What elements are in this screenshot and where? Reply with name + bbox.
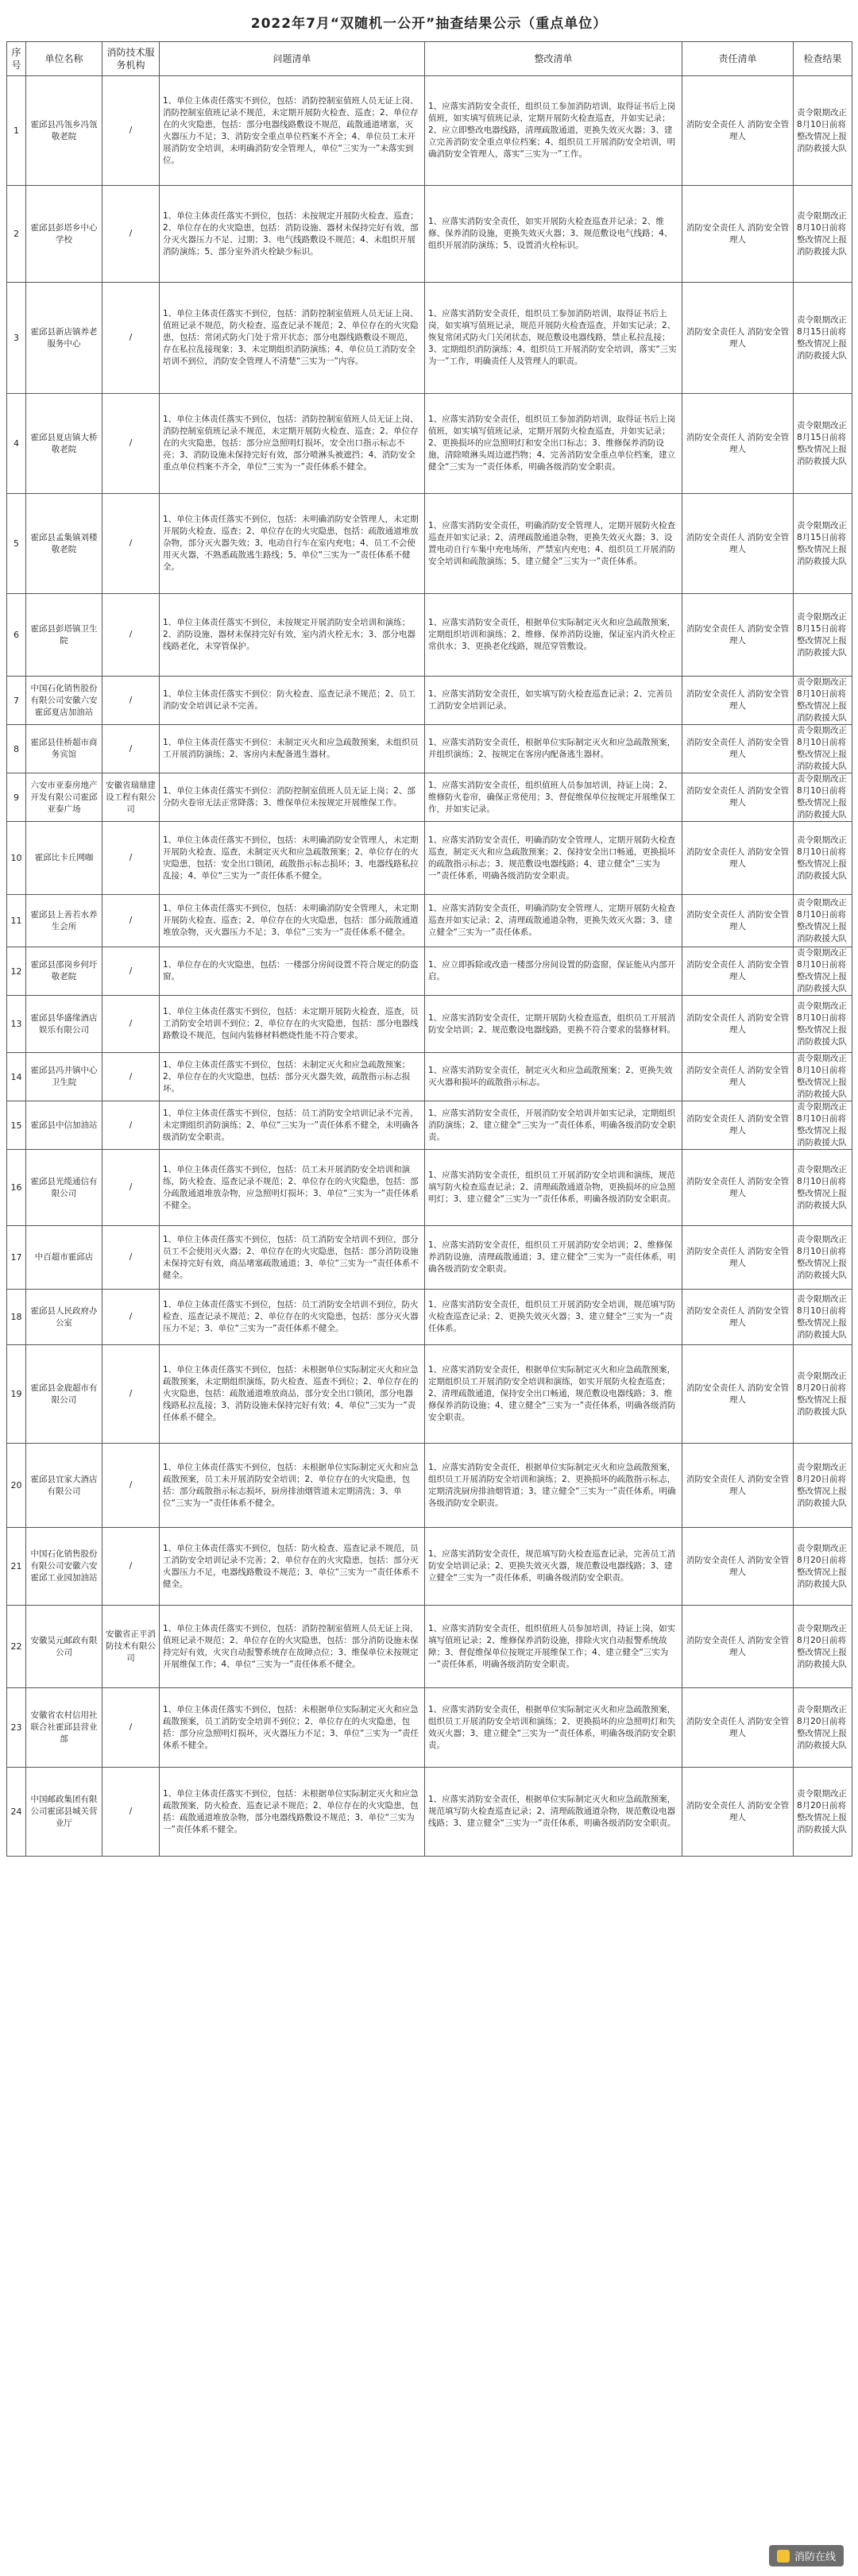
row-number: 1: [7, 76, 26, 186]
row-duty: 消防安全责任人 消防安全管理人: [682, 1768, 794, 1857]
table-row: [7, 1053, 852, 1101]
row-number: 13: [7, 996, 26, 1053]
row-result: 责令限期改正8月10日前将整改情况上报消防救援大队: [794, 1226, 852, 1290]
row-unit-name: 霍邱县佳桥超市商务宾馆: [26, 725, 102, 773]
row-unit-name: 中百超市霍邱店: [26, 1226, 102, 1290]
row-number: 7: [7, 677, 26, 725]
watermark-badge: [769, 2545, 844, 2566]
row-number: 23: [7, 1688, 26, 1768]
row-agency: /: [102, 1226, 160, 1290]
table-row: [7, 186, 852, 283]
row-duty: 消防安全责任人 消防安全管理人: [682, 186, 794, 283]
table-row: [7, 1688, 852, 1768]
table-row: [7, 1290, 852, 1345]
row-duty: 消防安全责任人 消防安全管理人: [682, 822, 794, 895]
row-result: 责令限期改正8月20日前将整改情况上报消防救援大队: [794, 1528, 852, 1606]
row-duty: 消防安全责任人 消防安全管理人: [682, 283, 794, 394]
row-agency: /: [102, 1528, 160, 1606]
row-rectify: 1、应落实消防安全责任，根据单位实际制定灭火和应急疏散预案，定期组织培训和演练；2、维修、保养消防设施，保证室内消火栓正常供水；3、更换老化线路，规范穿管敷设。: [425, 594, 682, 677]
row-duty: 消防安全责任人 消防安全管理人: [682, 594, 794, 677]
row-agency: /: [102, 1101, 160, 1150]
table-row: [7, 947, 852, 996]
row-result: 责令限期改正8月10日前将整改情况上报消防救援大队: [794, 725, 852, 773]
table-row: [7, 1345, 852, 1444]
row-result: 责令限期改正8月20日前将整改情况上报消防救援大队: [794, 1768, 852, 1857]
header-unit-name: 单位名称: [26, 42, 102, 76]
table-body: [7, 76, 852, 1857]
row-problems: 1、单位存在的火灾隐患，包括：一楼部分房间设置不符合规定的防盗窗。: [160, 947, 425, 996]
row-duty: 消防安全责任人 消防安全管理人: [682, 1101, 794, 1150]
row-number: 20: [7, 1444, 26, 1528]
row-duty: 消防安全责任人 消防安全管理人: [682, 1053, 794, 1101]
row-result: 责令限期改正8月20日前将整改情况上报消防救援大队: [794, 1444, 852, 1528]
row-rectify: 1、应落实消防安全责任，制定灭火和应急疏散预案；2、更换失效灭火器和损坏的疏散指示标志。: [425, 1053, 682, 1101]
row-duty: 消防安全责任人 消防安全管理人: [682, 76, 794, 186]
row-problems: 1、单位主体责任落实不到位：消防控制室值班人员无证上岗；2、部分防火卷帘无法正常降落；3、维保单位未按规定开展维保工作。: [160, 773, 425, 822]
row-rectify: 1、应落实消防安全责任，组织员工开展消防安全培训和演练，规范填写防火检查巡查记录；2、清理疏散通道杂物，更换损坏的应急照明灯；3、建立健全“三实为一”责任体系，明确各级消防安全职责。: [425, 1150, 682, 1226]
row-duty: 消防安全责任人 消防安全管理人: [682, 1226, 794, 1290]
table-row: [7, 1606, 852, 1688]
row-number: 12: [7, 947, 26, 996]
table-header-row: [7, 42, 852, 76]
row-agency: /: [102, 76, 160, 186]
row-duty: 消防安全责任人 消防安全管理人: [682, 1345, 794, 1444]
row-duty: 消防安全责任人 消防安全管理人: [682, 1150, 794, 1226]
row-duty: 消防安全责任人 消防安全管理人: [682, 947, 794, 996]
table-row: [7, 1444, 852, 1528]
row-unit-name: 霍邱县华盛缘酒店娱乐有限公司: [26, 996, 102, 1053]
header-duty: 责任清单: [682, 42, 794, 76]
row-unit-name: 霍邱县光缆通信有限公司: [26, 1150, 102, 1226]
row-agency: /: [102, 1768, 160, 1857]
row-number: 14: [7, 1053, 26, 1101]
row-number: 17: [7, 1226, 26, 1290]
header-result: 检查结果: [794, 42, 852, 76]
row-unit-name: 霍邱县宜家大酒店有限公司: [26, 1444, 102, 1528]
row-unit-name: 霍邱县彭塔镇卫生院: [26, 594, 102, 677]
row-result: 责令限期改正8月20日前将整改情况上报消防救援大队: [794, 1688, 852, 1768]
row-result: 责令限期改正8月15日前将整改情况上报消防救援大队: [794, 394, 852, 494]
row-problems: 1、单位主体责任落实不到位，未按规定开展消防安全培训和演练；2、消防设施、器材未保持完好有效，室内消火栓无水；3、部分电器线路老化，未穿管保护。: [160, 594, 425, 677]
row-result: 责令限期改正8月10日前将整改情况上报消防救援大队: [794, 773, 852, 822]
row-result: 责令限期改正8月10日前将整改情况上报消防救援大队: [794, 996, 852, 1053]
watermark-text: 消防在线: [794, 2551, 836, 2563]
row-agency: /: [102, 594, 160, 677]
table-row: [7, 1101, 852, 1150]
table-row: [7, 677, 852, 725]
row-unit-name: 霍邱县孟集镇刘楼敬老院: [26, 494, 102, 594]
row-problems: 1、单位主体责任落实不到位，包括：未根据单位实际制定灭火和应急疏散预案，防火检查、巡查记录不规范；2、单位存在的火灾隐患，包括：疏散通道堆放杂物，部分电器线路敷设不规范；3、单位“三实为一”责任体系不健全。: [160, 1768, 425, 1857]
row-agency: /: [102, 186, 160, 283]
row-agency: /: [102, 725, 160, 773]
row-duty: 消防安全责任人 消防安全管理人: [682, 725, 794, 773]
row-problems: 1、单位主体责任落实不到位，包括：未按规定开展防火检查、巡查；2、单位存在的火灾隐患，包括：消防设施、器材未保持完好有效，部分灭火器压力不足、过期；3、电气线路敷设不规范；4、未组织开展消防演练；5、部分室外消火栓缺少标识。: [160, 186, 425, 283]
row-number: 15: [7, 1101, 26, 1150]
row-rectify: 1、应落实消防安全责任，组织值班人员参加培训，持证上岗，如实填写值班记录；2、维修保养消防设施，排除火灾自动报警系统故障；3、督促维保单位按规定开展维保工作；4、建立健全“三实为一”责任体系，明确各级消防安全职责。: [425, 1606, 682, 1688]
row-duty: 消防安全责任人 消防安全管理人: [682, 1688, 794, 1768]
row-duty: 消防安全责任人 消防安全管理人: [682, 494, 794, 594]
row-result: 责令限期改正8月10日前将整改情况上报消防救援大队: [794, 895, 852, 947]
row-result: 责令限期改正8月10日前将整改情况上报消防救援大队: [794, 677, 852, 725]
row-rectify: 1、应落实消防安全责任，根据单位实际制定灭火和应急疏散预案，定期组织员工开展消防安全培训和演练，如实开展防火检查巡查；2、清理疏散通道，保持安全出口畅通，规范敷设电器线路；3、维修保养消防设施；4、建立健全“三实为一”责任体系，明确各级消防安全职责。: [425, 1345, 682, 1444]
row-rectify: 1、应落实消防安全责任，根据单位实际制定灭火和应急疏散预案，组织员工开展消防安全培训和演练；2、更换损坏的应急照明灯和失效灭火器；3、建立健全“三实为一”责任体系，明确各级消防安全职责。: [425, 1688, 682, 1768]
row-duty: 消防安全责任人 消防安全管理人: [682, 677, 794, 725]
row-result: 责令限期改正8月10日前将整改情况上报消防救援大队: [794, 1101, 852, 1150]
row-unit-name: 霍邱县彭塔乡中心学校: [26, 186, 102, 283]
table-row: [7, 394, 852, 494]
row-problems: 1、单位主体责任落实不到位，包括：消防控制室值班人员无证上岗、消防控制室值班记录不规范，未定期开展防火检查、巡查；2、单位存在的火灾隐患，包括：部分应急照明灯损坏，安全出口指示标志不亮；3、消防设施未保持完好有效，部分喷淋头被遮挡；4、消防安全重点单位档案不齐全，单位“三实为一”责任体系不健全。: [160, 394, 425, 494]
row-problems: 1、单位主体责任落实不到位，包括：未根据单位实际制定灭火和应急疏散预案，员工未开展消防安全培训；2、单位存在的火灾隐患，包括：部分疏散指示标志损坏，厨房排油烟管道未定期清洗；3、单位“三实为一”责任体系不健全。: [160, 1444, 425, 1528]
row-unit-name: 安徽省农村信用社联合社霍邱县营业部: [26, 1688, 102, 1768]
row-number: 18: [7, 1290, 26, 1345]
row-agency: /: [102, 1688, 160, 1768]
page-title: 2022年7月“双随机一公开”抽查结果公示（重点单位）: [250, 16, 608, 32]
row-problems: 1、单位主体责任落实不到位，包括：消防控制室值班人员无证上岗、值班记录不规范，防火检查、巡查记录不规范；2、单位存在的火灾隐患，包括：常闭式防火门处于常开状态；部分电器线路敷设不规范，存在私拉乱接现象；3、未定期组织消防演练；4、单位员工消防安全培训不到位，消防安全管理人不清楚“三实为一”内容。: [160, 283, 425, 394]
row-number: 24: [7, 1768, 26, 1857]
row-rectify: 1、应落实消防安全责任，组织值班人员参加培训，持证上岗；2、维修防火卷帘，确保正常使用；3、督促维保单位按规定开展维保工作，并如实记录。: [425, 773, 682, 822]
app-logo-icon: [777, 2550, 790, 2563]
row-problems: 1、单位主体责任落实不到位，包括：员工消防安全培训不到位，部分员工不会使用灭火器；2、单位存在的火灾隐患，包括：部分消防设施未保持完好有效，商品堵塞疏散通道；3、单位“三实为一”责任体系不健全。: [160, 1226, 425, 1290]
row-problems: 1、单位主体责任落实不到位，包括：未明确消防安全管理人，未定期开展防火检查、巡查；2、单位存在的火灾隐患，包括：部分疏散通道堆放杂物，灭火器压力不足；3、单位“三实为一”责任体系不健全。: [160, 895, 425, 947]
table-row: [7, 1528, 852, 1606]
row-agency: /: [102, 494, 160, 594]
table-row: [7, 1226, 852, 1290]
row-duty: 消防安全责任人 消防安全管理人: [682, 895, 794, 947]
row-number: 19: [7, 1345, 26, 1444]
row-agency: /: [102, 1150, 160, 1226]
row-unit-name: 霍邱县人民政府办公室: [26, 1290, 102, 1345]
row-result: 责令限期改正8月10日前将整改情况上报消防救援大队: [794, 1150, 852, 1226]
row-result: 责令限期改正8月10日前将整改情况上报消防救援大队: [794, 186, 852, 283]
row-unit-name: 霍邱县夏店镇大桥敬老院: [26, 394, 102, 494]
row-number: 21: [7, 1528, 26, 1606]
row-duty: 消防安全责任人 消防安全管理人: [682, 1290, 794, 1345]
row-problems: 1、单位主体责任落实不到位，包括：防火检查、巡查记录不规范，员工消防安全培训记录不完善；2、单位存在的火灾隐患，包括：部分灭火器压力不足，电器线路敷设不规范；3、单位“三实为一”责任体系不健全。: [160, 1528, 425, 1606]
row-result: 责令限期改正8月10日前将整改情况上报消防救援大队: [794, 1290, 852, 1345]
row-rectify: 1、应立即拆除或改造一楼部分房间设置的防盗窗，保证能从内部开启。: [425, 947, 682, 996]
row-number: 11: [7, 895, 26, 947]
table-row: [7, 895, 852, 947]
row-result: 责令限期改正8月20日前将整改情况上报消防救援大队: [794, 1606, 852, 1688]
row-result: 责令限期改正8月10日前将整改情况上报消防救援大队: [794, 76, 852, 186]
row-agency: /: [102, 394, 160, 494]
row-number: 6: [7, 594, 26, 677]
row-problems: 1、单位主体责任落实不到位：未制定灭火和应急疏散预案，未组织员工开展消防演练；2、客房内未配备逃生器材。: [160, 725, 425, 773]
row-rectify: 1、应落实消防安全责任，如实开展防火检查巡查并记录；2、维修、保养消防设施，更换失效灭火器；3、规范敷设电气线路；4、组织开展消防演练；5、设置消火栓标识。: [425, 186, 682, 283]
row-problems: 1、单位主体责任落实不到位，包括：员工消防安全培训不到位，防火检查、巡查记录不规范；2、单位存在的火灾隐患，包括：部分灭火器压力不足；3、单位“三实为一”责任体系不健全。: [160, 1290, 425, 1345]
row-problems: 1、单位主体责任落实不到位，包括：员工未开展消防安全培训和演练，防火检查、巡查记录不规范；2、单位存在的火灾隐患，包括：部分疏散通道堆放杂物，应急照明灯损坏；3、单位“三实为一”责任体系不健全。: [160, 1150, 425, 1226]
row-result: 责令限期改正8月15日前将整改情况上报消防救援大队: [794, 494, 852, 594]
row-result: 责令限期改正8月10日前将整改情况上报消防救援大队: [794, 1053, 852, 1101]
row-problems: 1、单位主体责任落实不到位，包括：未定期开展防火检查、巡查，员工消防安全培训不到位；2、单位存在的火灾隐患，包括：部分电器线路敷设不规范，包间内装修材料燃烧性能不符合要求。: [160, 996, 425, 1053]
row-unit-name: 中国石化销售股份有限公司安徽六安霍邱夏店加油站: [26, 677, 102, 725]
row-agency: /: [102, 677, 160, 725]
table-row: [7, 1768, 852, 1857]
row-agency: /: [102, 895, 160, 947]
row-unit-name: 霍邱县中信加油站: [26, 1101, 102, 1150]
row-number: 16: [7, 1150, 26, 1226]
row-duty: 消防安全责任人 消防安全管理人: [682, 1606, 794, 1688]
row-unit-name: 中国邮政集团有限公司霍邱县城关营业厅: [26, 1768, 102, 1857]
row-rectify: 1、应落实消防安全责任，根据单位实际制定灭火和应急疏散预案，规范填写防火检查巡查记录；2、清理疏散通道杂物，规范敷设电器线路；3、建立健全“三实为一”责任体系，明确各级消防安全职责。: [425, 1768, 682, 1857]
row-number: 5: [7, 494, 26, 594]
header-rectify: 整改清单: [425, 42, 682, 76]
row-unit-name: 六安市亚泰房地产开发有限公司霍邱亚泰广场: [26, 773, 102, 822]
row-unit-name: 霍邱县邵岗乡何圩敬老院: [26, 947, 102, 996]
row-result: 责令限期改正8月20日前将整改情况上报消防救援大队: [794, 1345, 852, 1444]
row-problems: 1、单位主体责任落实不到位，包括：消防控制室值班人员无证上岗，值班记录不规范；2、单位存在的火灾隐患，包括：部分消防设施未保持完好有效，火灾自动报警系统存在故障点位；3、维保单位未按规定开展维保工作；4、单位“三实为一”责任体系不健全。: [160, 1606, 425, 1688]
row-problems: 1、单位主体责任落实不到位，包括：未制定灭火和应急疏散预案；2、单位存在的火灾隐患，包括：部分灭火器失效，疏散指示标志损坏。: [160, 1053, 425, 1101]
row-rectify: 1、应落实消防安全责任，开展消防安全培训并如实记录，定期组织消防演练；2、建立健全“三实为一”责任体系，明确各级消防安全职责。: [425, 1101, 682, 1150]
row-unit-name: 霍邱县新店镇养老服务中心: [26, 283, 102, 394]
row-unit-name: 霍邱县冯瓴乡冯瓴敬老院: [26, 76, 102, 186]
table-row: [7, 1150, 852, 1226]
row-unit-name: 霍邱比卡丘网咖: [26, 822, 102, 895]
row-unit-name: 中国石化销售股份有限公司安徽六安霍邱工业园加油站: [26, 1528, 102, 1606]
row-duty: 消防安全责任人 消防安全管理人: [682, 996, 794, 1053]
row-number: 3: [7, 283, 26, 394]
table-row: [7, 822, 852, 895]
row-rectify: 1、应落实消防安全责任，根据单位实际制定灭火和应急疏散预案，组织员工开展消防安全培训和演练；2、更换损坏的疏散指示标志，定期清洗厨房排油烟管道；3、建立健全“三实为一”责任体系，明确各级消防安全职责。: [425, 1444, 682, 1528]
row-problems: 1、单位主体责任落实不到位：防火检查、巡查记录不规范；2、员工消防安全培训记录不完善。: [160, 677, 425, 725]
header-problems: 问题清单: [160, 42, 425, 76]
row-agency: /: [102, 1053, 160, 1101]
row-rectify: 1、应落实消防安全责任，明确消防安全管理人，定期开展防火检查巡查，制定灭火和应急疏散预案；2、保持安全出口畅通，更换损坏的疏散指示标志；3、规范敷设电器线路；4、建立健全“三实为一”责任体系，明确各级消防安全职责。: [425, 822, 682, 895]
header-no: 序号: [7, 42, 26, 76]
row-number: 9: [7, 773, 26, 822]
table-row: [7, 996, 852, 1053]
row-problems: 1、单位主体责任落实不到位，包括：员工消防安全培训记录不完善，未定期组织消防演练；2、单位“三实为一”责任体系不健全，未明确各级消防安全职责。: [160, 1101, 425, 1150]
row-duty: 消防安全责任人 消防安全管理人: [682, 394, 794, 494]
row-agency: 安徽省正平消防技术有限公司: [102, 1606, 160, 1688]
row-unit-name: 霍邱县上善若水养生会所: [26, 895, 102, 947]
row-number: 4: [7, 394, 26, 494]
table-row: [7, 594, 852, 677]
row-unit-name: 霍邱县金鹿超市有限公司: [26, 1345, 102, 1444]
row-agency: /: [102, 996, 160, 1053]
table-row: [7, 283, 852, 394]
row-agency: 安徽省瑞鼎建设工程有限公司: [102, 773, 160, 822]
row-result: 责令限期改正8月15日前将整改情况上报消防救援大队: [794, 594, 852, 677]
row-unit-name: 霍邱县冯井镇中心卫生院: [26, 1053, 102, 1101]
row-rectify: 1、应落实消防安全责任，明确消防安全管理人，定期开展防火检查巡查并如实记录；2、清理疏散通道杂物，更换失效灭火器；3、建立健全“三实为一”责任体系。: [425, 895, 682, 947]
row-rectify: 1、应落实消防安全责任，根据单位实际制定灭火和应急疏散预案，并组织演练；2、按规定在客房内配备逃生器材。: [425, 725, 682, 773]
row-number: 8: [7, 725, 26, 773]
row-duty: 消防安全责任人 消防安全管理人: [682, 1444, 794, 1528]
row-problems: 1、单位主体责任落实不到位，包括：未明确消防安全管理人，未定期开展防火检查、巡查，未制定灭火和应急疏散预案；2、单位存在的火灾隐患，包括：安全出口锁闭，疏散指示标志损坏；3、电器线路私拉乱接；4、单位“三实为一”责任体系不健全。: [160, 822, 425, 895]
row-problems: 1、单位主体责任落实不到位，包括：未明确消防安全管理人，未定期开展防火检查、巡查；2、单位存在的火灾隐患，包括：疏散通道堆放杂物，部分灭火器失效；3、电动自行车在室内充电；4、员工不会使用灭火器，不熟悉疏散逃生路线；5、单位“三实为一”责任体系不健全。: [160, 494, 425, 594]
row-number: 2: [7, 186, 26, 283]
row-problems: 1、单位主体责任落实不到位，包括：未根据单位实际制定灭火和应急疏散预案，未定期组织演练，防火检查、巡查不到位；2、单位存在的火灾隐患，包括：疏散通道堆放商品，部分安全出口锁闭，部分电器线路私拉乱接；3、消防设施未保持完好有效；4、单位“三实为一”责任体系不健全。: [160, 1345, 425, 1444]
row-duty: 消防安全责任人 消防安全管理人: [682, 773, 794, 822]
row-problems: 1、单位主体责任落实不到位，包括：未根据单位实际制定灭火和应急疏散预案，员工消防安全培训不到位；2、单位存在的火灾隐患，包括：部分应急照明灯损坏，灭火器压力不足；3、单位“三实为一”责任体系不健全。: [160, 1688, 425, 1768]
row-result: 责令限期改正8月10日前将整改情况上报消防救援大队: [794, 822, 852, 895]
row-rectify: 1、应落实消防安全责任，组织员工参加消防培训，取得证书后上岗，如实填写值班记录，规范开展防火检查巡查，并如实记录；2、恢复常闭式防火门关闭状态，规范敷设电器线路，禁止私拉乱接；3、定期组织消防演练；4、组织员工开展消防安全培训，落实“三实为一”工作，明确责任人及管理人的职责。: [425, 283, 682, 394]
row-result: 责令限期改正8月10日前将整改情况上报消防救援大队: [794, 947, 852, 996]
row-rectify: 1、应落实消防安全责任，组织员工参加消防培训，取得证书后上岗值班，如实填写值班记录，定期开展防火检查巡查，并如实记录；2、应立即整改电器线路，清理疏散通道，更换失效灭火器；3、建立完善消防安全重点单位档案；4、组织员工开展消防安全培训，明确消防安全管理人，落实“三实为一”工作。: [425, 76, 682, 186]
row-duty: 消防安全责任人 消防安全管理人: [682, 1528, 794, 1606]
table-row: [7, 773, 852, 822]
table-row: [7, 76, 852, 186]
row-result: 责令限期改正8月15日前将整改情况上报消防救援大队: [794, 283, 852, 394]
row-problems: 1、单位主体责任落实不到位，包括：消防控制室值班人员无证上岗、消防控制室值班记录不规范，未定期开展防火检查、巡查；2、单位存在的火灾隐患，包括：部分电器线路敷设不规范，疏散通道堵塞，灭火器压力不足；3、消防安全重点单位档案不齐全；4、单位员工未开展消防安全培训，未明确消防安全管理人，单位“三实为一”未落实到位。: [160, 76, 425, 186]
row-rectify: 1、应落实消防安全责任，规范填写防火检查巡查记录，完善员工消防安全培训记录；2、更换失效灭火器，规范敷设电器线路；3、建立健全“三实为一”责任体系，明确各级消防安全职责。: [425, 1528, 682, 1606]
row-agency: /: [102, 1444, 160, 1528]
row-rectify: 1、应落实消防安全责任，明确消防安全管理人，定期开展防火检查巡查并如实记录；2、清理疏散通道杂物，更换失效灭火器；3、设置电动自行车集中充电场所，严禁室内充电；4、组织员工开展消防安全培训和疏散演练；5、建立健全“三实为一”责任体系。: [425, 494, 682, 594]
header-agency: 消防技术服务机构: [102, 42, 160, 76]
row-agency: /: [102, 283, 160, 394]
table-row: [7, 494, 852, 594]
table-row: [7, 725, 852, 773]
results-table: [6, 41, 852, 1857]
row-rectify: 1、应落实消防安全责任，组织员工开展消防安全培训，规范填写防火检查巡查记录；2、更换失效灭火器；3、建立健全“三实为一”责任体系。: [425, 1290, 682, 1345]
row-agency: /: [102, 822, 160, 895]
row-agency: /: [102, 1290, 160, 1345]
row-agency: /: [102, 947, 160, 996]
row-rectify: 1、应落实消防安全责任，定期开展防火检查巡查，组织员工开展消防安全培训；2、规范敷设电器线路，更换不符合要求的装修材料。: [425, 996, 682, 1053]
row-rectify: 1、应落实消防安全责任，组织员工参加消防培训，取得证书后上岗值班，如实填写值班记录，定期开展防火检查巡查，并如实记录；2、更换损坏的应急照明灯和安全出口标志；3、维修保养消防设施，清除喷淋头周边遮挡物；4、完善消防安全重点单位档案，建立健全“三实为一”责任体系，明确各级消防安全职责。: [425, 394, 682, 494]
row-number: 10: [7, 822, 26, 895]
row-rectify: 1、应落实消防安全责任，如实填写防火检查巡查记录；2、完善员工消防安全培训记录。: [425, 677, 682, 725]
row-agency: /: [102, 1345, 160, 1444]
row-unit-name: 安徽昊元邮政有限公司: [26, 1606, 102, 1688]
row-rectify: 1、应落实消防安全责任，组织员工开展消防安全培训；2、维修保养消防设施，清理疏散通道；3、建立健全“三实为一”责任体系，明确各级消防安全职责。: [425, 1226, 682, 1290]
document-page: [6, 6, 852, 1857]
row-number: 22: [7, 1606, 26, 1688]
